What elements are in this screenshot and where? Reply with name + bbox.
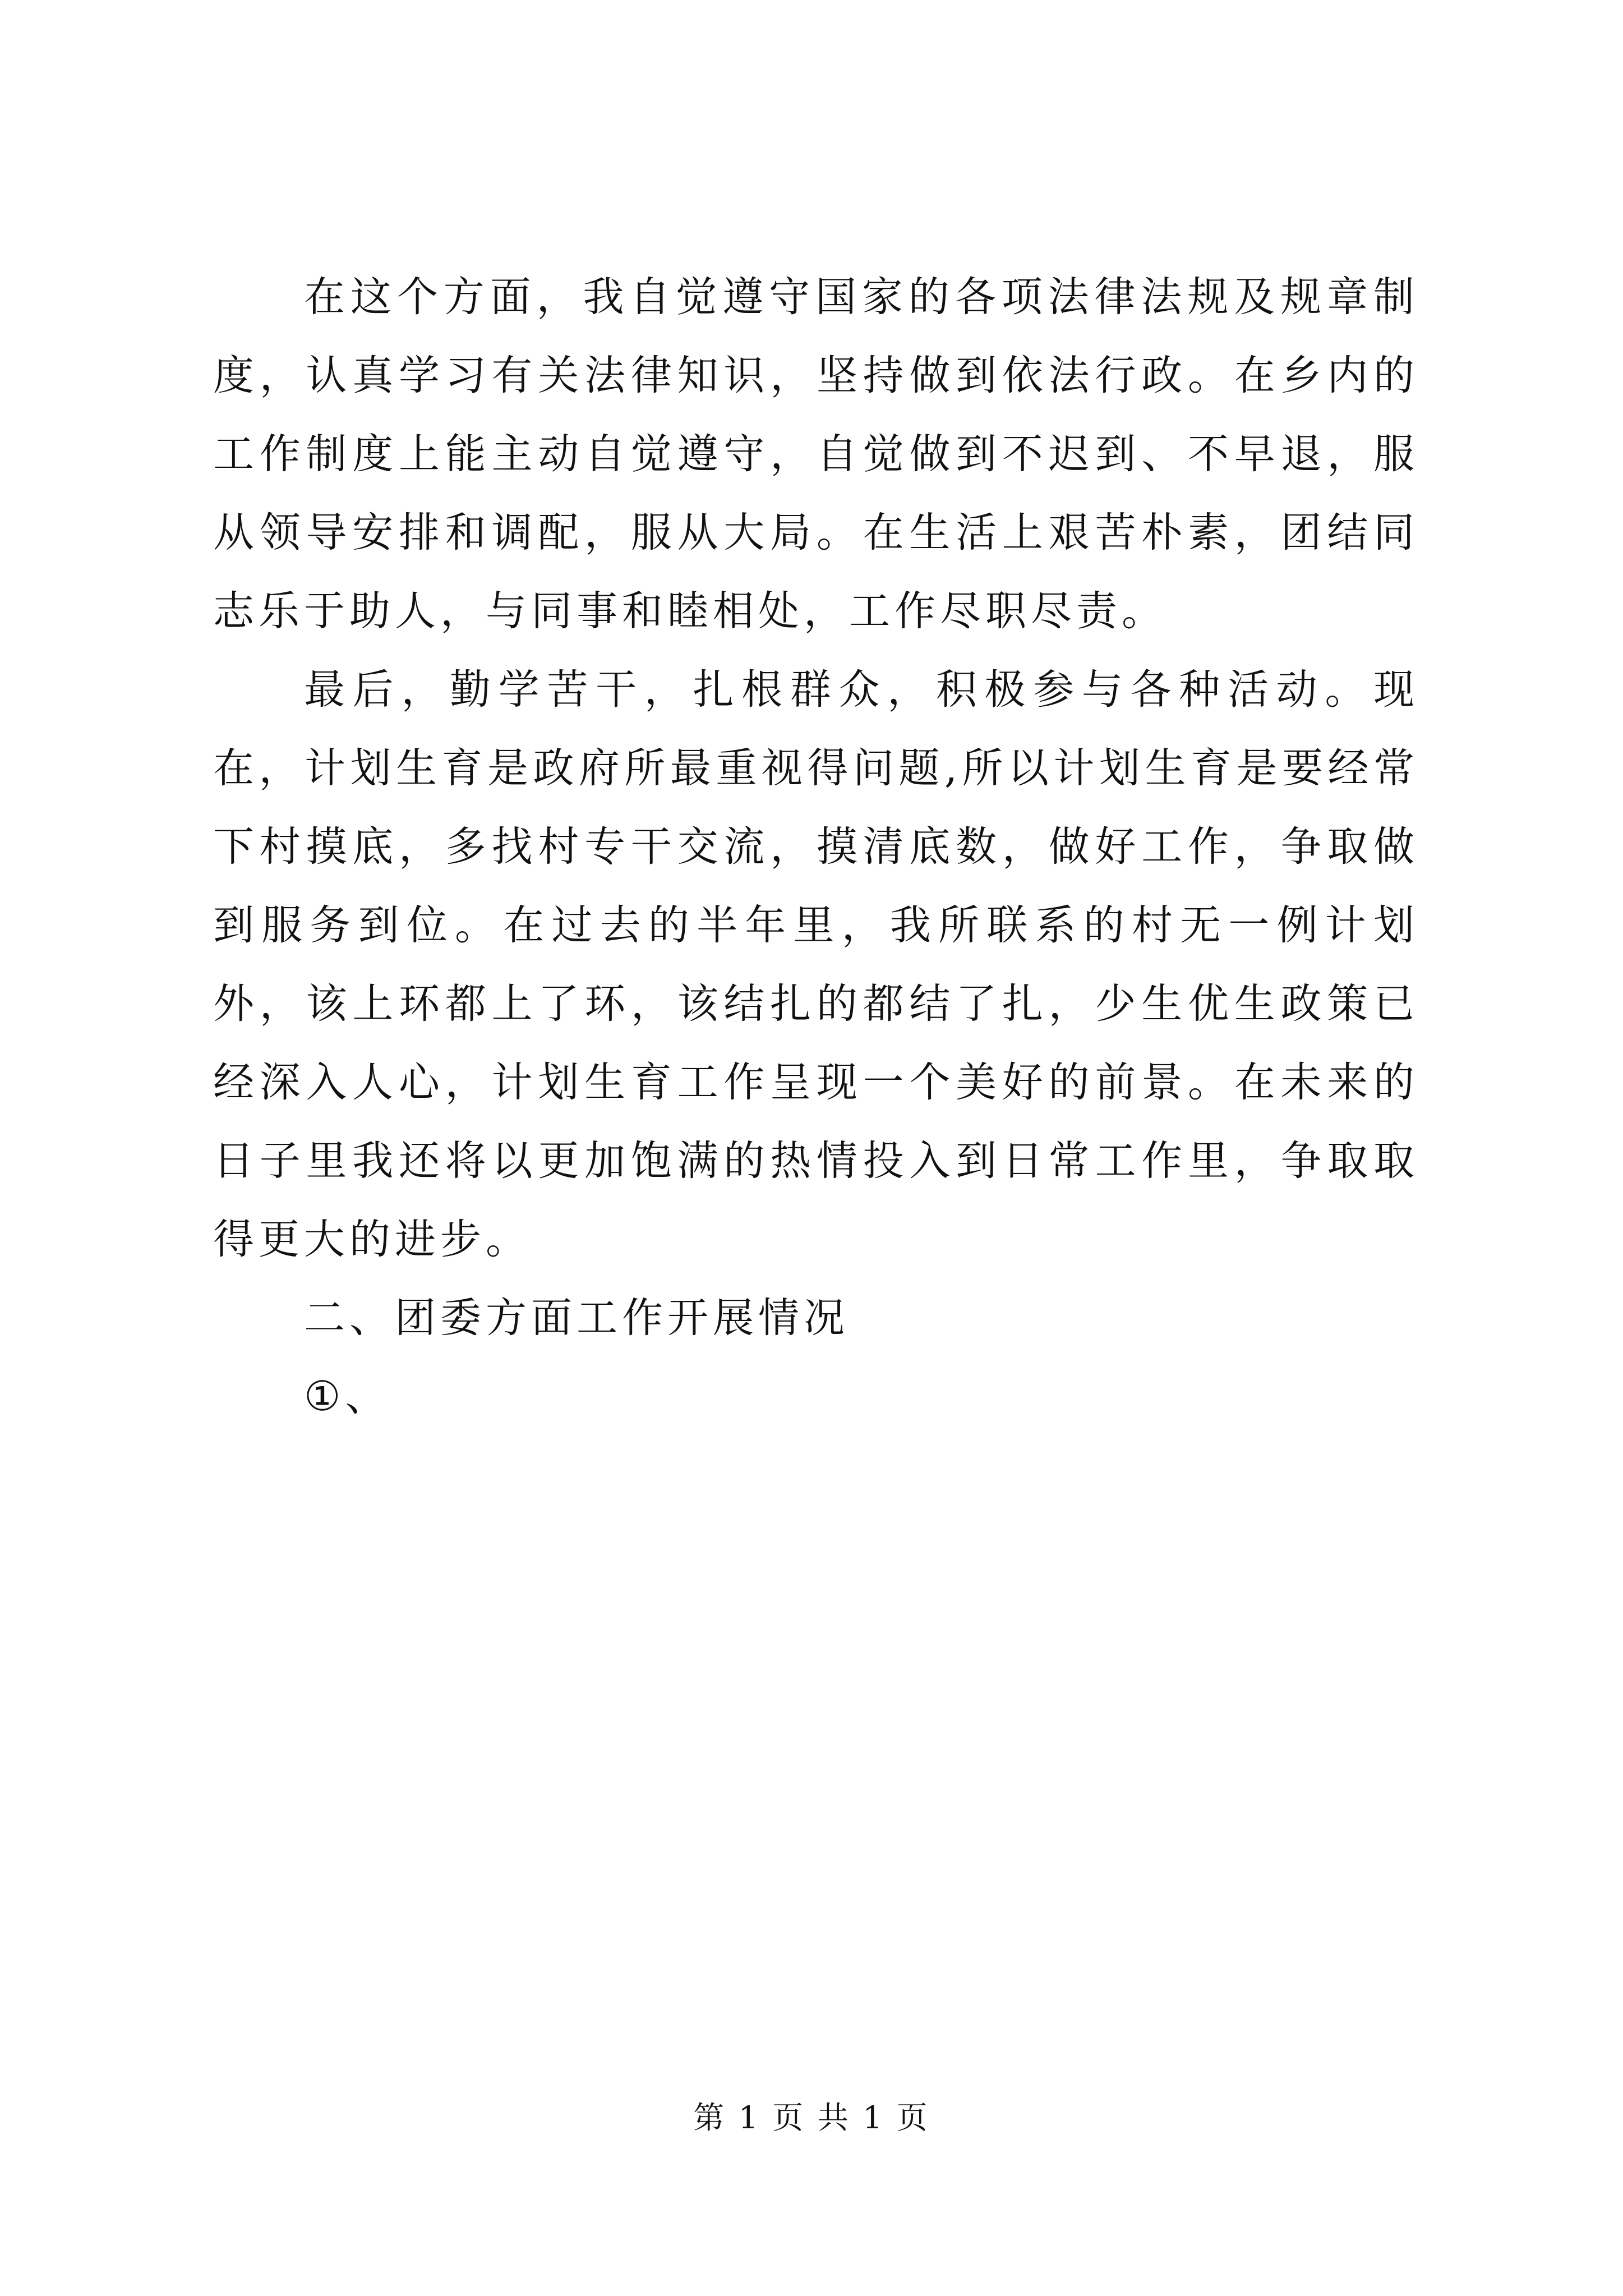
paragraph-law-compliance: 在这个方面，我自觉遵守国家的各项法律法规及规章制度，认真学习有关法律知识，坚持做到依法行政。在乡内的工作制度上能主动自觉遵守，自觉做到不迟到、不早退，服从领导安排和调配，服从大局。在生活上艰苦朴素，团结同志乐于助人，与同事和睦相处，工作尽职尽责。 [213,273,1419,635]
list-item-marker: ①、 [304,1373,391,1420]
paragraph-family-planning: 最后，勤学苦干，扎根群众，积极参与各种活动。现在，计划生育是政府所最重视得问题,所以计划生育是要经常下村摸底，多找村专干交流，摸清底数，做好工作，争取做到服务到位。在过去的半年里，我所联系的村无一例计划外，该上环都上了环，该结扎的都结了扎，少生优生政策已经深入人心，计划生育工作呈现一个美好的前景。在未来的日子里我还将以更加饱满的热情投入到日常工作里，争取取得更大的进步。 [213,666,1419,1263]
document-body [213,258,1419,1436]
section-heading: 二、团委方面工作开展情况 [304,1294,849,1342]
page-footer: 第 1 页 共 1 页 [693,2100,930,2136]
